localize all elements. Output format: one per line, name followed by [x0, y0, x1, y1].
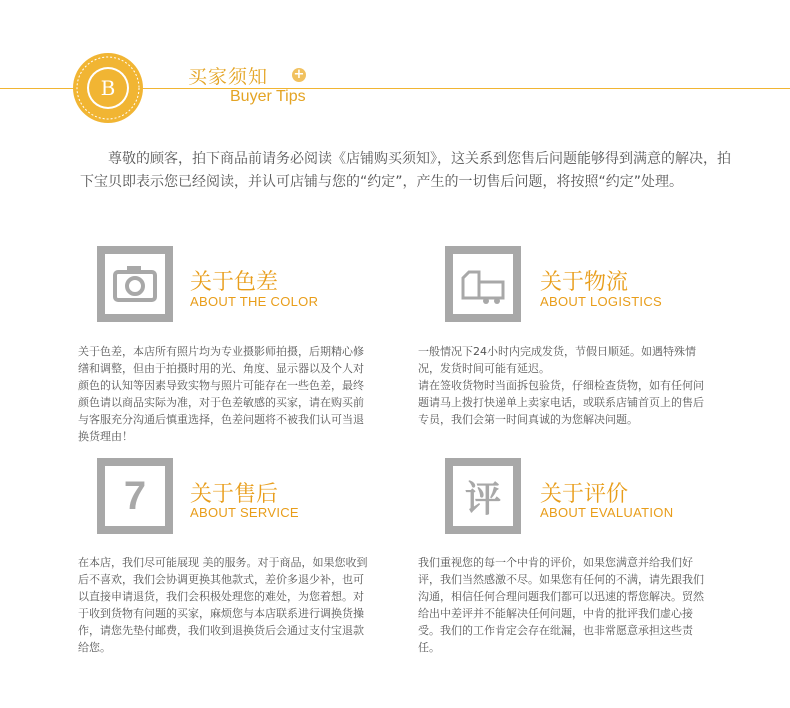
seven-icon: 7	[123, 473, 147, 518]
section-color-icon-box	[97, 246, 173, 322]
section-evaluation-subtitle: ABOUT EVALUATION	[540, 505, 674, 520]
section-service-icon-box	[97, 458, 173, 534]
truck-icon	[453, 254, 513, 314]
section-logistics-icon-box	[445, 246, 521, 322]
section-logistics-subtitle: ABOUT LOGISTICS	[540, 294, 663, 309]
section-service-body: 在本店，我们尽可能展现 美的服务。对于商品，如果您收到后不喜欢，我们会协调更换其他款式，差价多退少补，也可以直接申请退货，我们会积极处理您的难处，为您着想。对于收到货物有问题的买家，麻烦您与本店联系进行调换货操作，请您先垫付邮费，我们收到退换货后会通过支付宝退款给您。	[78, 556, 368, 654]
section-logistics-body: 一般情况下24小时内完成发货，节假日顺延。如遇特殊情况，发货时间可能有延迟。 请在签收货物时当面拆包验货，仔细检查货物，如有任何问题请马上拨打快递单上卖家电话，或联系店铺首页上的售后专员，我们会第一时间真诚的为您解决问题。	[418, 345, 704, 426]
section-color-subtitle: ABOUT THE COLOR	[190, 294, 319, 309]
plus-icon: +	[293, 67, 305, 82]
page-title: 买家须知	[188, 66, 269, 88]
section-color-title: 关于色差	[190, 270, 279, 295]
badge-letter: B	[100, 76, 116, 100]
section-evaluation-body: 我们重视您的每一个中肯的评价，如果您满意并给我们好评，我们当然感激不尽。如果您有任何的不满，请先跟我们沟通，相信任何合理问题我们都可以迅速的帮您解决。贸然给出中差评并不能解决任何问题，中肯的批评我们虚心接受。我们的工作肯定会存在纰漏，也非常愿意承担这些责任。	[418, 556, 704, 654]
section-evaluation-title: 关于评价	[540, 482, 629, 507]
review-icon: 评	[464, 478, 501, 520]
section-service-title: 关于售后	[190, 482, 279, 507]
intro-paragraph: 尊敬的顾客，拍下商品前请务必阅读《店铺购买须知》，这关系到您售后问题能够得到满意的解决，拍下宝贝即表示您已经阅读，并认可店铺与您的“约定”，产生的一切售后问题，将按照“约定”处理。	[80, 151, 731, 190]
page-subtitle: Buyer Tips	[230, 88, 306, 105]
brand-badge	[72, 52, 144, 124]
section-evaluation-icon-box	[445, 458, 521, 534]
section-service-subtitle: ABOUT SERVICE	[190, 505, 299, 520]
section-logistics-title: 关于物流	[540, 270, 629, 295]
section-color-body: 关于色差，本店所有照片均为专业摄影师拍摄，后期精心修缮和调整，但由于拍摄时用的光、角度、显示器以及个人对颜色的认知等因素导致实物与照片可能存在一些色差，最终颜色请以商品实际为准，对于色差敏感的买家，请在购买前与客服充分沟通后慎重选择，色差问题将不被我们认可当退换货理由！	[78, 345, 364, 443]
camera-icon	[105, 254, 165, 314]
